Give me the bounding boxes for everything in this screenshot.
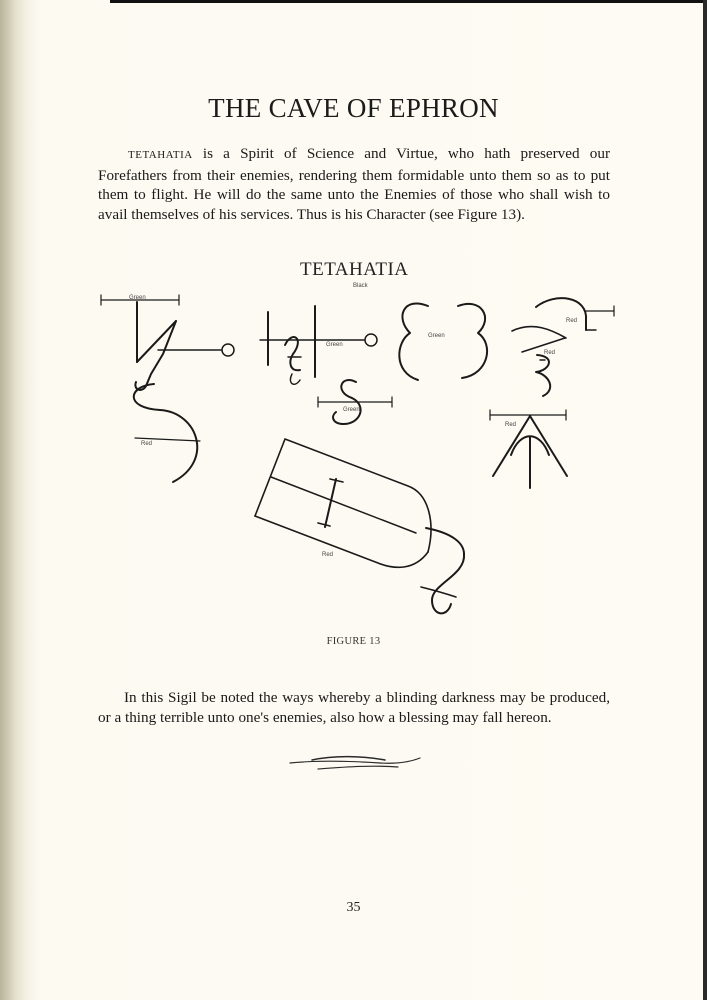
color-label: Green — [428, 333, 445, 339]
chapter-title: THE CAVE OF EPHRON — [208, 93, 499, 123]
sigil-element-rectangle — [255, 439, 464, 613]
spirit-name: TETAHATIA — [128, 149, 193, 161]
color-label: Red — [544, 350, 556, 356]
color-label: Green — [326, 342, 343, 348]
color-label: Red — [505, 422, 517, 428]
closing-paragraph: In this Sigil be noted the ways whereby a blinding darkness may be produced, or a thing terrible unto one's enemies, also how a blessing may fall hereon. — [98, 689, 610, 726]
color-label: Black — [353, 283, 368, 289]
color-label: Green — [343, 407, 360, 413]
intro-paragraph-text: is a Spirit of Science and Virtue, who hath preserved our Forefathers from their enemies, rendering them formidable unto them so as to put them to flight. He will do the same unto the Enemies of those who shall wish to avail themselves of his services. Thus is his Character (see Figure 13). — [98, 145, 610, 223]
sigil-element-arrow-glyph — [490, 410, 567, 488]
color-label: Red — [566, 318, 578, 324]
sigil-element-right-top — [512, 298, 614, 396]
page-number: 35 — [346, 900, 361, 915]
color-label: Red — [141, 441, 153, 447]
color-label: Red — [322, 552, 334, 558]
sigil-element-epsilon-three — [399, 303, 487, 380]
ornament-flourish — [290, 757, 420, 769]
figure-caption: FIGURE 13 — [326, 636, 381, 647]
sigil-element-middle — [260, 306, 377, 384]
color-label: Green — [129, 295, 146, 301]
sigil-element-left — [101, 295, 234, 482]
sigil-element-s-curve — [318, 380, 392, 424]
sigil-title: TETAHATIA — [300, 259, 409, 280]
